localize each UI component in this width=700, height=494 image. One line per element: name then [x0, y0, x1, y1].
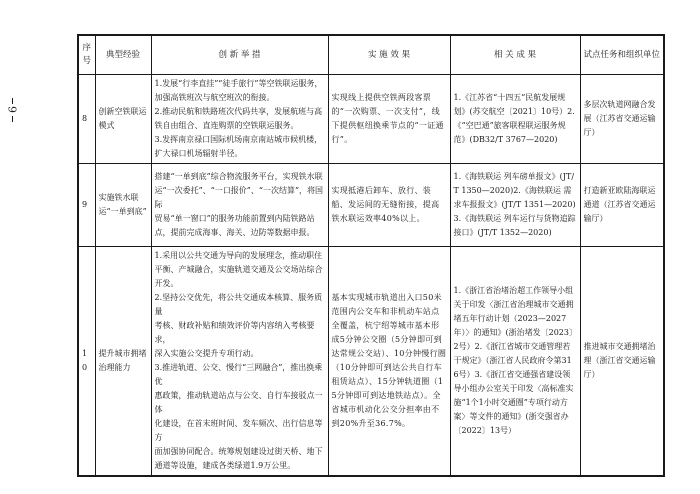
- measure-line: 面加强协同配合。统筹规划建设过街天桥、地下: [154, 447, 323, 456]
- header-measures: 创 新 举 措: [151, 35, 328, 75]
- row-unit: 多层次轨道网融合发展（江苏省交通运输厅）: [580, 75, 664, 164]
- row-number: 9: [78, 164, 95, 247]
- row-experience: 实施铁水联运“一单到底”: [95, 164, 151, 247]
- row-experience: 提升城市拥堵治理能力: [95, 247, 151, 477]
- measure-line: 惠政策，推动轨道站点与公交、自行车接驳点一体: [154, 391, 323, 414]
- page-number: 9: [2, 90, 22, 130]
- measure-line: 点，提前完成海事、海关、边防等数据申报。: [154, 228, 315, 237]
- measure-line: 2.坚持公交优先，将公共交通成本核算、服务质量: [154, 293, 323, 316]
- table-row: [78, 75, 664, 164]
- measure-line: 铁自由组合、直连购票的空铁联运服务。: [154, 121, 299, 130]
- measure-line: 开发。: [154, 279, 179, 288]
- measure-line: 化建设，在首末班时间、发车频次、出行信息等方: [154, 419, 323, 442]
- measure-line: 通道等设施，建成各类绿道1.9万公里。: [154, 461, 296, 470]
- header-experience: 典型经验: [95, 35, 151, 75]
- row-achievements: 1.《浙江省治堵治超工作领导小组关于印发〈浙江省治理城市交通拥堵五年行动计划（2023—2027年）〉的通知》(浙治堵发〔2023〕2号）2.《浙江省城市交通管理若干规定》（浙江省人民政府令第316号）3.《浙江省交通强省建设领导小组办公室关于印发〈高标准实施“1个1小时交通圈”专项行动方案〉等文件的通知》(浙交强省办〔2022〕13号）: [450, 247, 580, 477]
- header-unit: 试点任务和组织单位: [580, 35, 664, 75]
- row-number: 10: [78, 247, 95, 477]
- measure-line: 3.推进轨道、公交、慢行“三网融合”，推出换乘优: [154, 363, 323, 386]
- table-row: [78, 164, 664, 247]
- measure-line: 平衡、产城融合，实施轨道交通及公交场站综合: [154, 265, 323, 274]
- row-effect: 实现抵港后卸车、放行、装船、发运间的无缝衔接，提高铁水联运效率40%以上。: [328, 164, 450, 247]
- row-achievements: 1.《江苏省“十四五”民航发展规划》(苏交航空〔2021〕10号）2.《“空巴通”旅客联程联运服务规范》(DB32/T 3767—2020): [450, 75, 580, 164]
- row-achievements: 1.《海铁联运 列车磅单报文》(JT/T 1350—2020)2.《海铁联运 需求车报报文》(JT/T 1351—2020)3.《海铁联运 列车运行与货物追踪接口》(JT/T 1352—2020): [450, 164, 580, 247]
- row-unit: 打造新亚欧陆海联运通道（江苏省交通运输厅）: [580, 164, 664, 247]
- measure-line: 搭建“一单到底”综合物流服务平台，实现铁水联: [154, 172, 323, 181]
- row-measures: [151, 247, 328, 477]
- header-row: [78, 35, 664, 75]
- row-effect: 实现线上提供空铁两段客票的“一次购票、一次支付”，线下提供枢纽换乘节点的“一证通行”。: [328, 75, 450, 164]
- measure-line: 运“一次委托”、“一口报价”、“一次结算”，将国际: [154, 186, 324, 209]
- row-number: 8: [78, 75, 95, 164]
- measure-line: 贸易“单一窗口”的服务功能前置到内陆铁路站: [154, 214, 315, 223]
- measure-line: 1.采用以公共交通为导向的发展理念，推动职住: [154, 251, 323, 260]
- row-measures: [151, 164, 328, 247]
- row-measures: [151, 75, 328, 164]
- header-no: 序号: [78, 35, 95, 75]
- measure-line: 深入实施公交提升专项行动。: [154, 349, 259, 358]
- row-experience: 创新空铁联运模式: [95, 75, 151, 164]
- measure-line: 1.发展“行李直挂”“徒手旅行”等空铁联运服务，: [154, 79, 323, 88]
- measure-line: 2.推动民航和铁路班次代码共享，发展航班与高: [154, 107, 323, 116]
- table-row: [78, 247, 664, 477]
- header-achievements: 相 关 成 果: [450, 35, 580, 75]
- pilot-experience-table: [77, 34, 665, 477]
- row-effect: 基本实现城市轨道出入口50米范围内公交车和非机动车站点全覆盖，杭宁绍等城市基本形成5分钟公交圈（5分钟即可到达常规公交站）、10分钟慢行圈（10分钟即可到达公共自行车租赁站点）、15分钟轨道圈（15分钟即可到达地铁站点）。全省城市机动化公交分担率由不到20%升至36.7%。: [328, 247, 450, 477]
- measure-line: 加强高铁班次与航空班次的衔接。: [154, 93, 275, 102]
- measure-line: 考核、财政补贴和绩效评价等内容纳入考核要求，: [154, 321, 315, 344]
- header-effect: 实 施 效 果: [328, 35, 450, 75]
- measure-line: 扩大禄口机场辐射半径。: [154, 149, 243, 158]
- measure-line: 3.发挥南京禄口国际机场南京南站城市候机楼，: [154, 135, 323, 144]
- row-unit: 推进城市交通拥堵治理（浙江省交通运输厅）: [580, 247, 664, 477]
